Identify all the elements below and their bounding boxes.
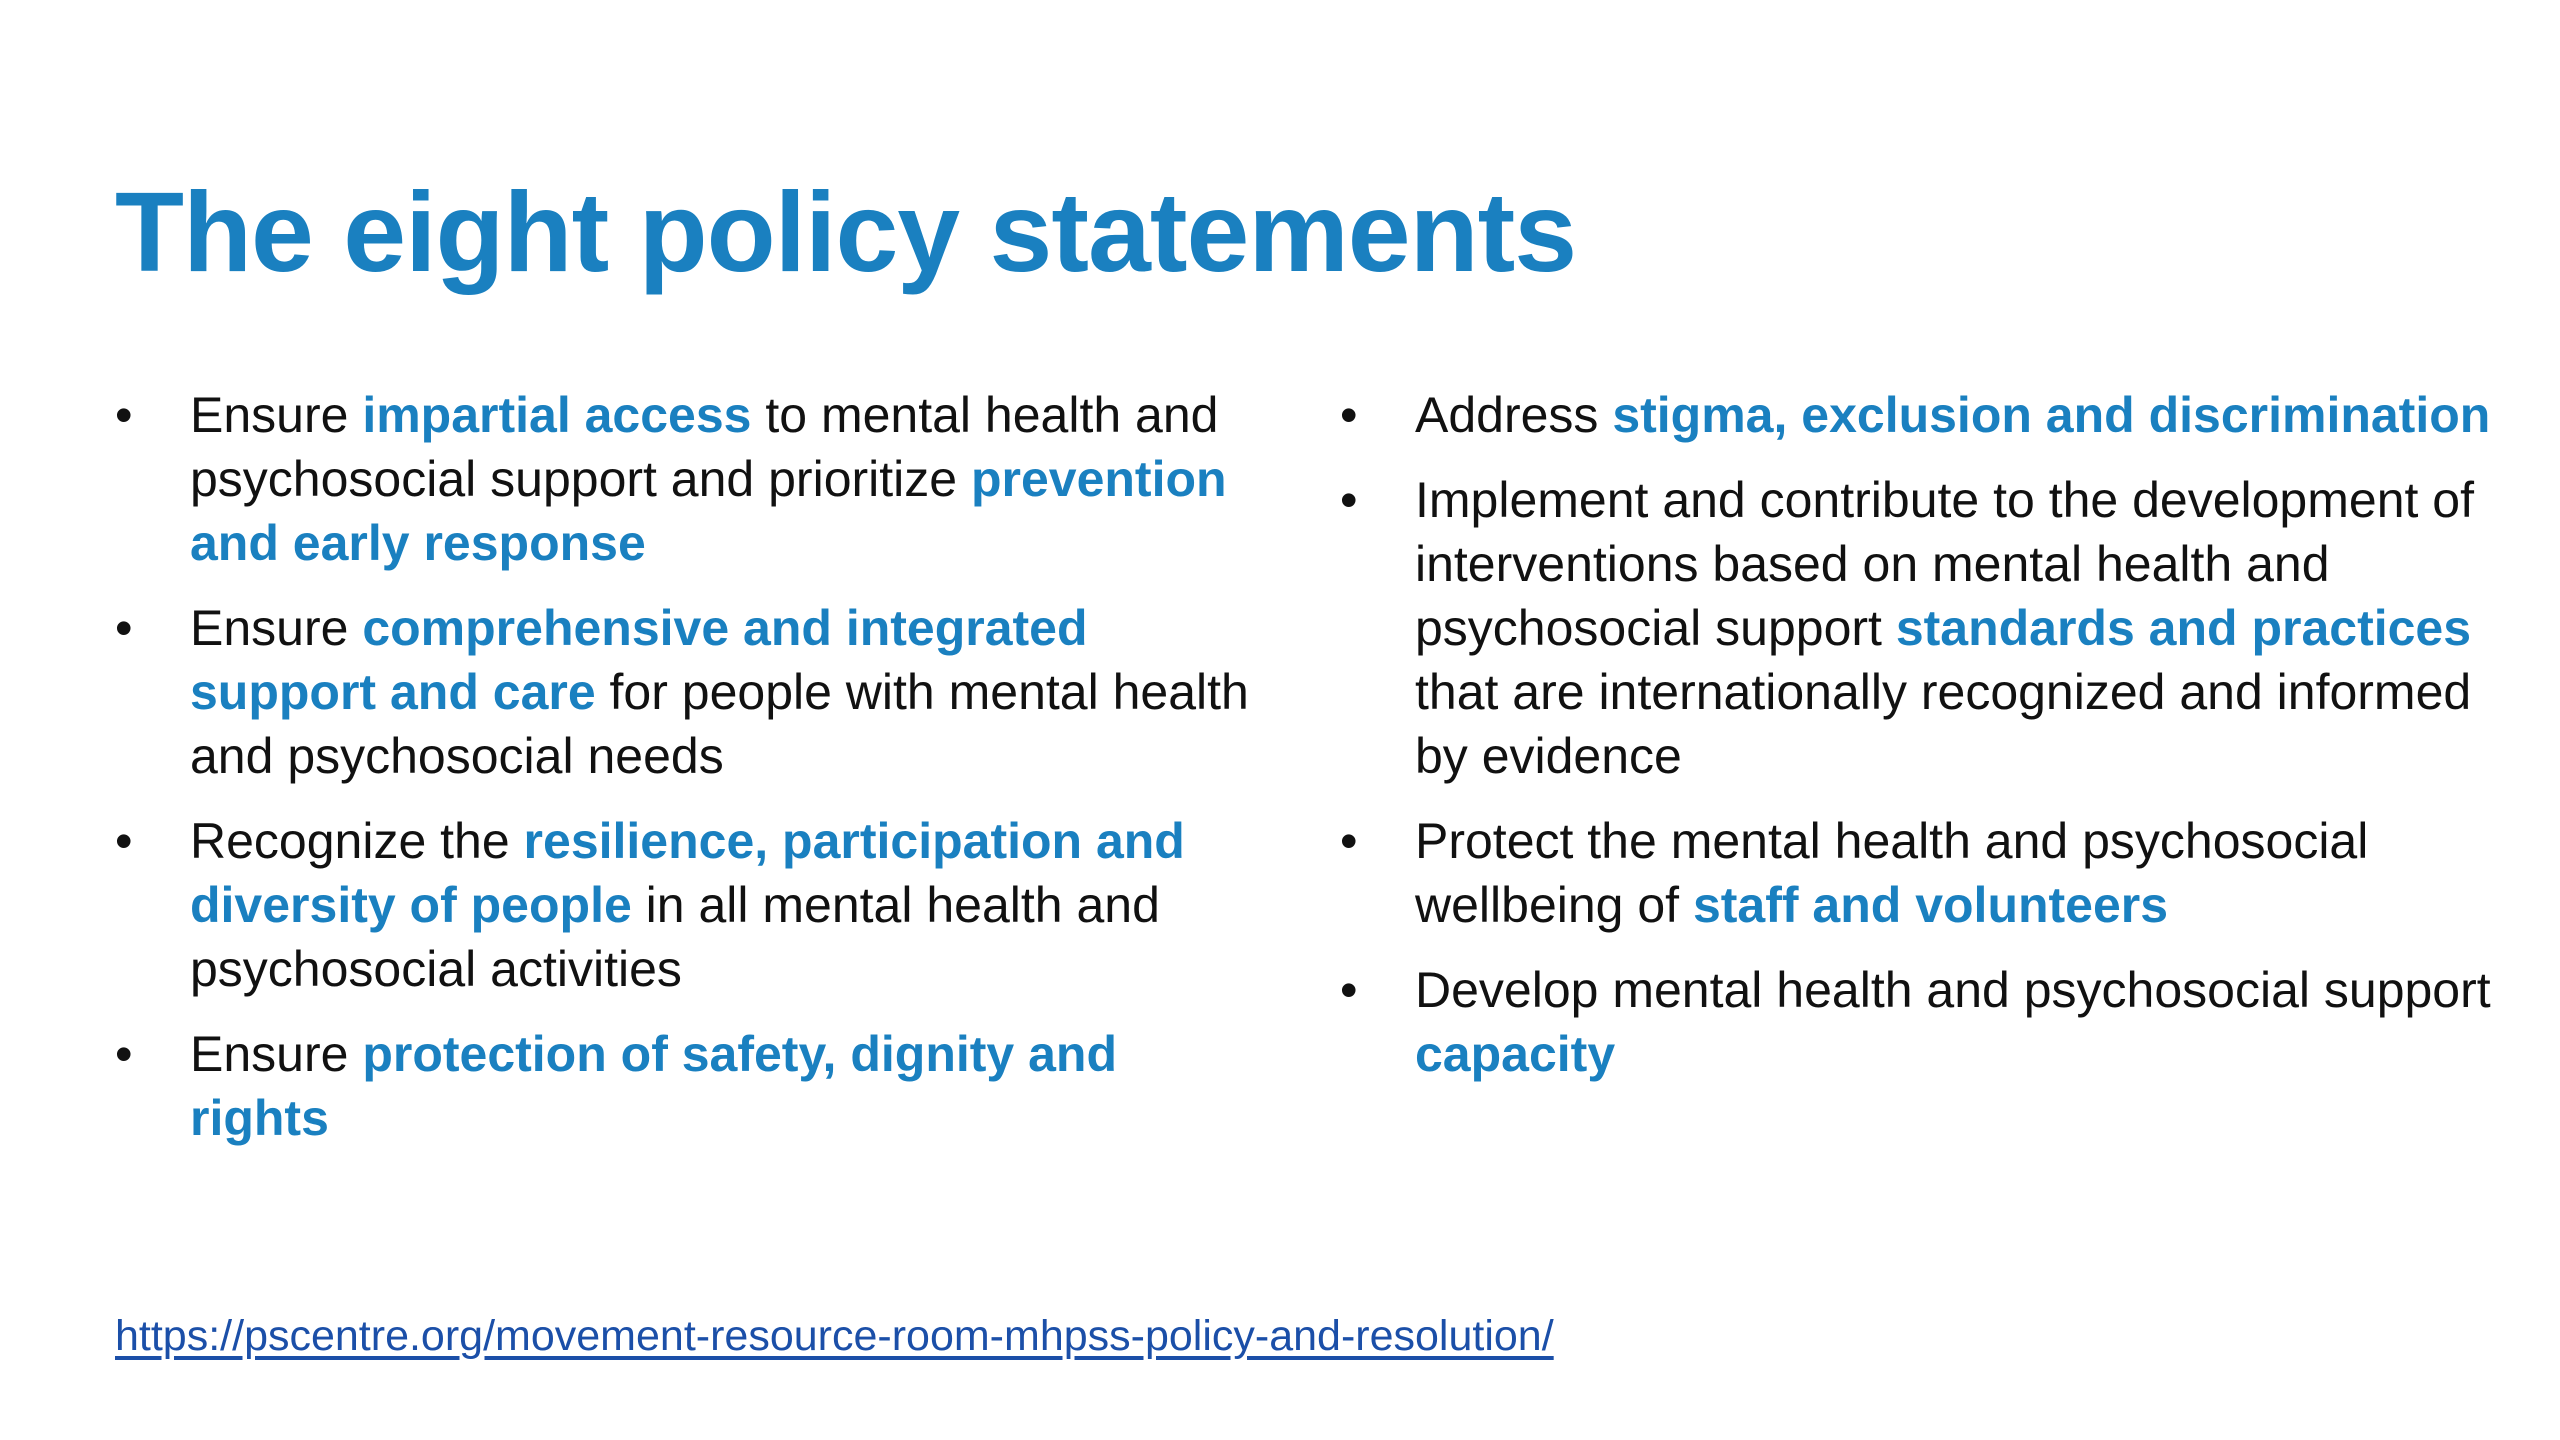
bullet-icon: • xyxy=(1340,472,1358,528)
policy-statement-1 xyxy=(115,383,1265,575)
statement-highlight: comprehensive and integrated support and care xyxy=(190,600,1088,720)
statement-text: for people with mental health and psychosocial needs xyxy=(190,664,1249,784)
bullet-icon: • xyxy=(115,387,133,443)
bullet-icon: • xyxy=(115,813,133,869)
policy-statement-6 xyxy=(1340,468,2520,788)
bullet-icon: • xyxy=(115,600,133,656)
bullet-icon: • xyxy=(1340,813,1358,869)
slide-title: The eight policy statements xyxy=(115,169,1577,295)
statement-text: Address xyxy=(1415,387,1613,443)
policy-statement-8 xyxy=(1340,958,2520,1086)
statement-highlight: stigma, exclusion and discrimination xyxy=(1612,387,2491,443)
statement-text: Develop mental health and psychosocial support xyxy=(1415,962,2491,1018)
statement-highlight: protection of safety, dignity and rights xyxy=(190,1026,1117,1146)
statement-text: that are internationally recognized and informed by evidence xyxy=(1415,664,2472,784)
statement-text: Implement and contribute to the development of interventions based on mental health and psychosocial support xyxy=(1415,472,2474,656)
policy-statement-7 xyxy=(1340,809,2520,937)
bullet-icon: • xyxy=(1340,962,1358,1018)
policy-statement-4 xyxy=(115,1022,1265,1150)
statement-highlight: standards and practices xyxy=(1895,600,2472,656)
statement-text: Recognize the xyxy=(190,813,524,869)
policy-statement-3 xyxy=(115,809,1265,1001)
statement-text: to mental health and psychosocial support and prioritize xyxy=(190,387,1219,507)
statement-highlight: staff and volunteers xyxy=(1692,877,2169,933)
statement-text: Ensure xyxy=(190,600,363,656)
resource-link[interactable]: https://pscentre.org/movement-resource-room-mhpss-policy-and-resolution/ xyxy=(115,1312,1554,1360)
statement-highlight: resilience, participation and diversity of people xyxy=(190,813,1185,933)
statement-highlight: capacity xyxy=(1415,1026,1616,1082)
statement-text: Ensure xyxy=(190,1026,363,1082)
policy-statement-2 xyxy=(115,596,1265,788)
statement-text: Protect the mental health and psychosocial wellbeing of xyxy=(1415,813,2369,933)
statement-text: in all mental health and psychosocial activities xyxy=(190,877,1160,997)
policy-list-left xyxy=(115,383,1265,1171)
statement-highlight: prevention and early response xyxy=(190,451,1227,571)
policy-list-right xyxy=(1340,383,2520,1107)
bullet-icon: • xyxy=(115,1026,133,1082)
statement-highlight: impartial access xyxy=(362,387,752,443)
bullet-icon: • xyxy=(1340,387,1358,443)
policy-statement-5 xyxy=(1340,383,2520,447)
statement-text: Ensure xyxy=(190,387,363,443)
